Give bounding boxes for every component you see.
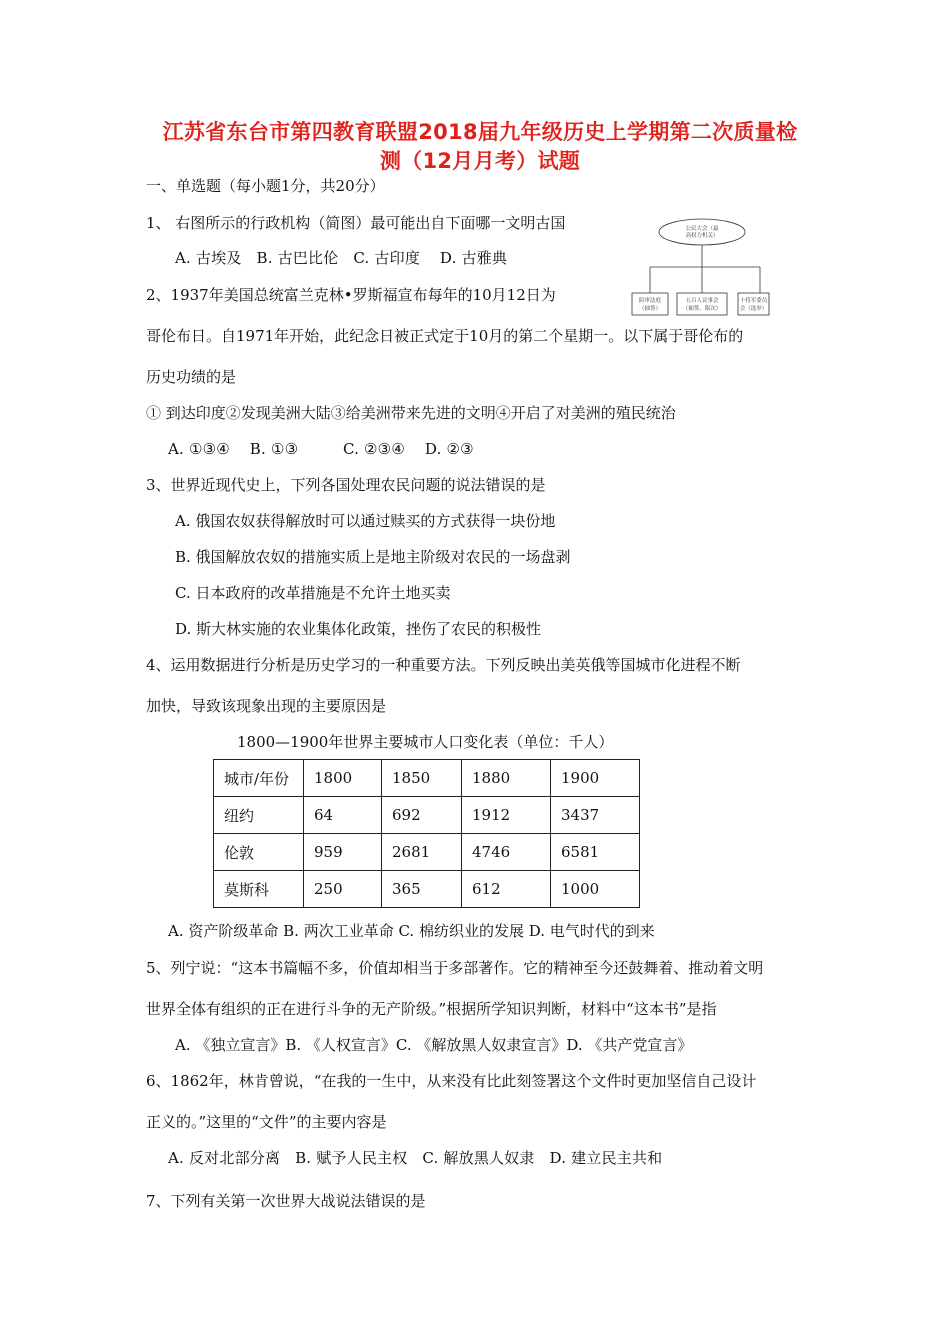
q7-stem: 7、下列有关第一次世界大战说法错误的是 [146,1192,426,1210]
table-cell: 612 [462,871,551,908]
table-cell: 1912 [462,797,551,834]
table-row [214,834,640,871]
table-cell: 365 [382,871,462,908]
table-cell: 3437 [551,797,640,834]
q6-stem-line-2: 正义的。”这里的“文件”的主要内容是 [146,1113,387,1131]
table-cell: 1900 [551,760,640,797]
table-cell: 1850 [382,760,462,797]
q3-option-a: A. 俄国农奴获得解放时可以通过赎买的方式获得一块份地 [175,512,556,530]
title-line-1: 江苏省东台市第四教育联盟2018届九年级历史上学期第二次质量检 [162,120,798,144]
q1-options: A. 古埃及 B. 古巴比伦 C. 古印度 D. 古雅典 [175,249,508,267]
document-title [130,118,830,176]
q6-options: A. 反对北部分离 B. 赋予人民主权 C. 解放黑人奴隶 D. 建立民主共和 [168,1149,663,1167]
q2-stem-line-1: 2、1937年美国总统富兰克林•罗斯福宣布每年的10月12日为 [146,286,556,304]
table-cell: 959 [304,834,382,871]
table-cell: 1000 [551,871,640,908]
diagram-box2-line-1: 五百人议事会 [685,298,719,304]
table-cell: 纽约 [214,797,304,834]
q6-stem-line-1: 6、1862年，林肯曾说，“在我的一生中，从来没有比此刻签署这个文件时更加坚信自己设计 [146,1072,757,1090]
q2-options: A. ①③④ B. ①③ C. ②③④ D. ②③ [168,440,474,458]
q5-stem-line-2: 世界全体有组织的正在进行斗争的无产阶级。”根据所学知识判断，材料中“这本书”是指 [146,1000,717,1018]
population-table [213,759,640,908]
title-line-2: 测（12月月考）试题 [379,149,581,173]
table-cell: 伦敦 [214,834,304,871]
q4-stem-line-2: 加快，导致该现象出现的主要原因是 [146,697,387,715]
q4-options: A. 资产阶级革命 B. 两次工业革命 C. 棉纺织业的发展 D. 电气时代的到来 [168,922,655,940]
table-cell: 2681 [382,834,462,871]
q3-option-c: C. 日本政府的改革措施是不允许土地买卖 [175,584,451,602]
q5-options: A. 《独立宣言》B. 《人权宣言》C. 《解放黑人奴隶宣言》D. 《共产党宣言》 [175,1036,693,1054]
table-header-row [214,760,640,797]
q2-items: ① 到达印度②发现美洲大陆③给美洲带来先进的文明④开启了对美洲的殖民统治 [146,404,676,422]
table-cell: 64 [304,797,382,834]
q5-stem-line-1: 5、列宁说：“这本书篇幅不多，价值却相当于多部著作。它的精神至今还鼓舞着、推动着文明 [146,959,764,977]
diagram-box3-line-1: 十将军委员 [739,298,768,304]
table-cell: 6581 [551,834,640,871]
q4-stem-line-1: 4、运用数据进行分析是历史学习的一种重要方法。下列反映出美英俄等国城市化进程不断 [146,656,741,674]
table-cell: 4746 [462,834,551,871]
diagram-box1-line-2: （抽签） [638,306,662,312]
table-cell: 莫斯科 [214,871,304,908]
q2-stem-line-3: 历史功绩的是 [146,368,237,386]
table-row [214,797,640,834]
q3-option-b: B. 俄国解放农奴的措施实质上是地主阶级对农民的一场盘剥 [175,548,571,566]
table-cell: 692 [382,797,462,834]
diagram-top-line-1: 公民大会（最 [685,226,719,232]
section-heading: 一、单选题（每小题1分，共20分） [146,177,385,195]
table-cell: 1880 [462,760,551,797]
table-cell: 1800 [304,760,382,797]
q3-option-d: D. 斯大林实施的农业集体化政策，挫伤了农民的积极性 [175,620,542,638]
table-row [214,871,640,908]
table-title: 1800—1900年世界主要城市人口变化表（单位：千人） [237,733,614,751]
q3-stem: 3、世界近现代史上，下列各国处理农民问题的说法错误的是 [146,476,546,494]
administration-diagram [630,215,770,320]
table-cell: 250 [304,871,382,908]
diagram-box2-line-2: （抽签、限次） [682,306,722,312]
diagram-top-line-2: 高权力机关） [685,233,719,239]
table-cell: 城市/年份 [214,760,304,797]
diagram-box1-line-1: 陪审法庭 [638,298,662,304]
diagram-box3-line-2: 会（选举） [739,306,768,312]
q1-stem: 1、 右图所示的行政机构（简图）最可能出自下面哪一文明古国 [146,214,566,232]
q2-stem-line-2: 哥伦布日。自1971年开始，此纪念日被正式定于10月的第二个星期一。以下属于哥伦布的 [146,327,744,345]
